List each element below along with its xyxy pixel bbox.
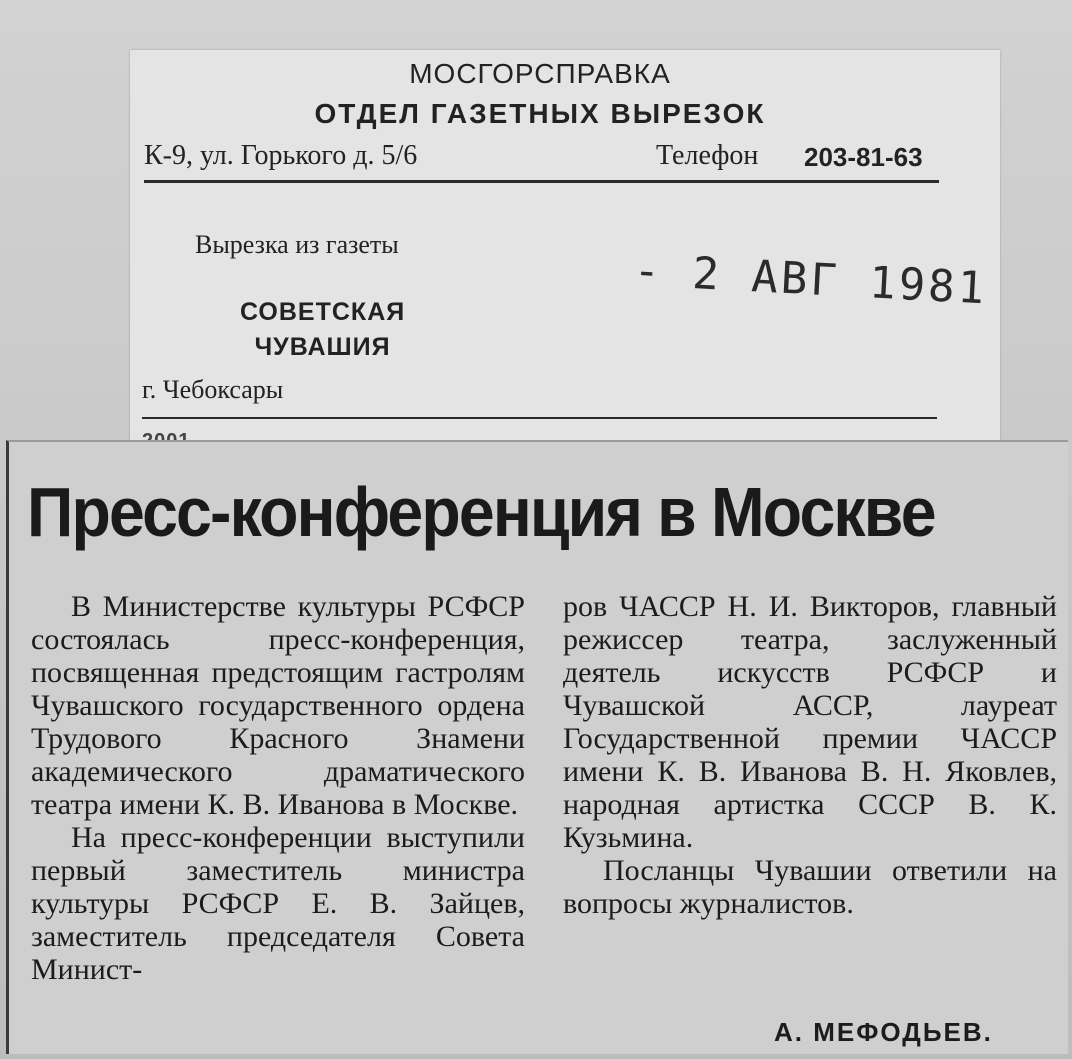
paragraph: В Министерстве культуры РСФСР состоялась пресс-конференция, посвященная предстоящим гастролям Чувашского государственного ордена Трудового Красного Знамени академического драматического театра имени К. В. Иванова в Москве. [31, 590, 525, 821]
address-line [144, 140, 939, 183]
department-name: ОТДЕЛ ГАЗЕТНЫХ ВЫРЕЗОК [314, 98, 766, 129]
newspaper-name-line-1: СОВЕТСКАЯ [240, 298, 406, 326]
slip-divider [142, 417, 937, 419]
article-headline: Пресс-конференция в Москве [27, 473, 935, 551]
clipping-service-slip [130, 50, 1000, 450]
newspaper-name [240, 295, 405, 365]
article-column-left [31, 590, 525, 986]
phone-number: 203-81-63 [804, 142, 923, 172]
phone-label: Телефон [656, 140, 759, 171]
street-address: К-9, ул. Горького д. 5/6 [144, 140, 418, 171]
date-stamp: - 2 АВГ 1981 [632, 245, 989, 315]
paragraph: На пресс-конференции выступили первый заместитель министра культуры РСФСР Е. В. Зайцев, заместитель председателя Совета Минист- [31, 821, 525, 986]
agency-name: МОСГОРСПРАВКА [409, 58, 671, 89]
paragraph: Посланцы Чувашии ответили на вопросы журналистов. [563, 854, 1057, 920]
city-label: г. Чебоксары [142, 375, 284, 404]
paragraph: ров ЧАССР Н. И. Викторов, главный режиссер театра, заслуженный деятель искусств РСФСР и Чувашской АССР, лауреат Государственной премии ЧАССР имени К. В. Иванова В. Н. Яковлев, народная артистка СССР В. К. Кузьмина. [563, 590, 1057, 854]
article-column-right [563, 590, 1057, 920]
author-signature: А. МЕФОДЬЕВ. [774, 1017, 993, 1047]
newspaper-name-line-2: ЧУВАШИЯ [254, 333, 391, 361]
newspaper-clipping [6, 440, 1068, 1054]
cut-from-label: Вырезка из газеты [195, 230, 399, 259]
